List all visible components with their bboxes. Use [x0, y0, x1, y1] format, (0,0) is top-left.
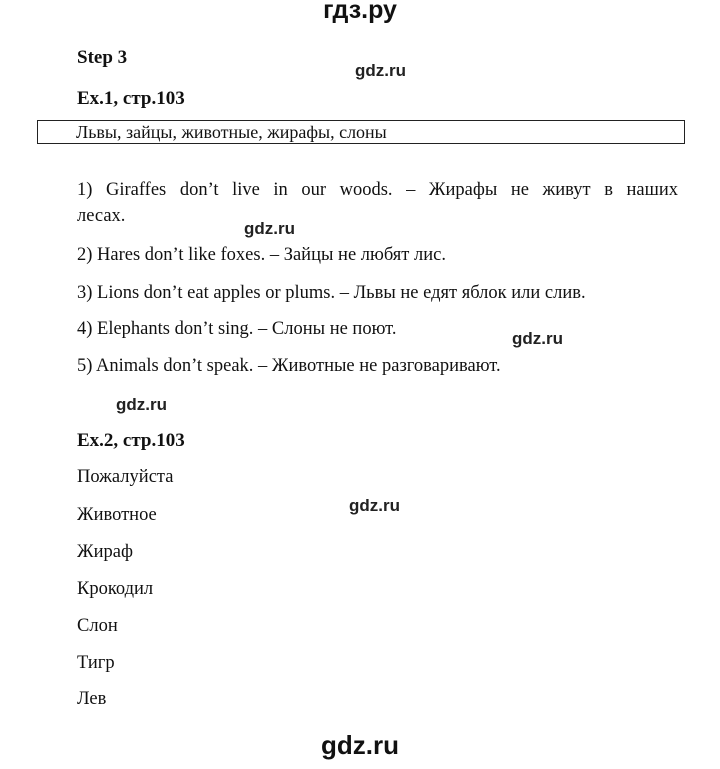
- watermark-5: gdz.ru: [349, 496, 400, 515]
- word-item: Слон: [77, 616, 118, 636]
- watermark-3: gdz.ru: [512, 329, 563, 348]
- word-item: Пожалуйста: [77, 467, 174, 487]
- sentence-2: 2) Hares don’t like foxes. – Зайцы не любят лис.: [77, 245, 446, 265]
- sentence-3: 3) Lions don’t eat apples or plums. – Львы не едят яблок или слив.: [77, 283, 586, 303]
- answer-box: [37, 120, 685, 144]
- word-item: Тигр: [77, 653, 115, 673]
- word-item: Жираф: [77, 542, 133, 562]
- sentence-5: 5) Animals don’t speak. – Животные не разговаривают.: [77, 356, 501, 376]
- exercise1-heading: Ex.1, стр.103: [77, 88, 185, 109]
- word-item: Животное: [77, 505, 157, 525]
- watermark-4: gdz.ru: [116, 395, 167, 414]
- word-item: Лев: [77, 689, 107, 709]
- sentence-1-continued: лесах.: [77, 206, 126, 226]
- word-item: Крокодил: [77, 579, 154, 599]
- watermark-2: gdz.ru: [244, 219, 295, 238]
- sentence-4: 4) Elephants don’t sing. – Слоны не поют.: [77, 319, 397, 339]
- exercise2-heading: Ex.2, стр.103: [77, 430, 185, 451]
- watermark-1: gdz.ru: [355, 61, 406, 80]
- site-header: гдз.ру: [323, 0, 397, 24]
- footer-watermark: gdz.ru: [321, 730, 399, 760]
- sentence-1: 1) Giraffes don’t live in our woods. – Жирафы не живут в наших: [77, 180, 678, 200]
- step-title: Step 3: [77, 47, 128, 68]
- answer-box-text: Львы, зайцы, животные, жирафы, слоны: [76, 122, 387, 142]
